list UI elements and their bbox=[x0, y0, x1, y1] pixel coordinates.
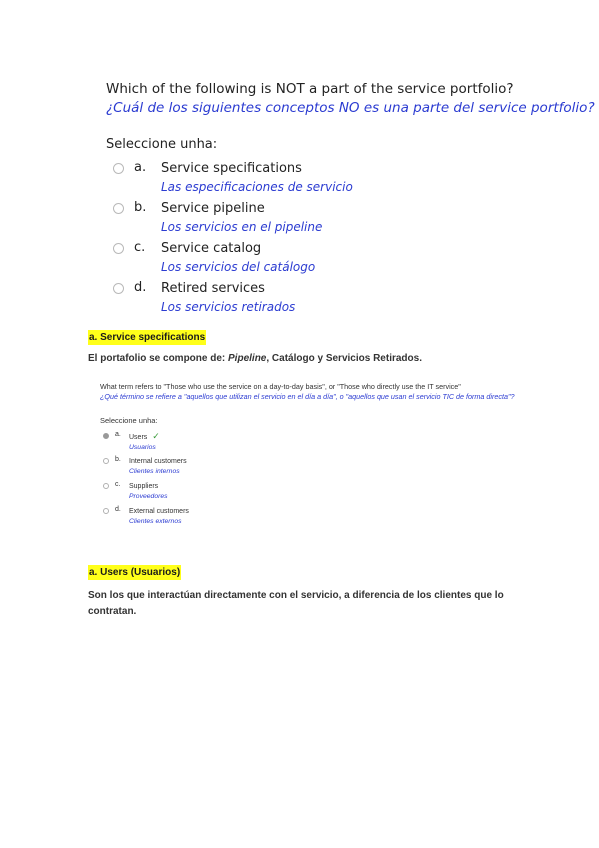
option-text-es: Clientes externos bbox=[129, 518, 182, 525]
option-text-en: Suppliers bbox=[129, 483, 159, 490]
option-b[interactable] bbox=[100, 456, 570, 481]
option-letter: b. bbox=[115, 456, 121, 463]
option-b[interactable] bbox=[106, 200, 576, 240]
option-text-en: Service catalog bbox=[161, 241, 262, 256]
option-letter: d. bbox=[134, 280, 147, 295]
option-text-es: Las especificaciones de servicio bbox=[161, 180, 353, 194]
question-2-text-es: ¿Qué término se refiere a "aquellos que utilizan el servicio en el día a día", o "aquellos que usan el servicio TIC de forma directa"? bbox=[100, 392, 515, 401]
option-text-es: Usuarios bbox=[129, 444, 156, 451]
option-text-es: Los servicios del catálogo bbox=[161, 260, 316, 274]
option-text-en: Internal customers bbox=[129, 458, 187, 465]
option-text-en: Retired services bbox=[161, 281, 265, 296]
option-letter: a. bbox=[115, 431, 121, 438]
radio-button[interactable] bbox=[113, 203, 124, 214]
option-text-es: Clientes internos bbox=[129, 468, 180, 475]
radio-button[interactable] bbox=[103, 458, 109, 464]
question-2-text-en: What term refers to "Those who use the service on a day-to-day basis", or "Those who directly use the IT service" bbox=[100, 382, 461, 391]
answer-1-highlight: a. Service specifications bbox=[89, 332, 206, 343]
question-1-text-en: Which of the following is NOT a part of the service portfolio? bbox=[106, 81, 514, 97]
radio-button[interactable] bbox=[103, 508, 109, 514]
explanation-prefix: El portafolio se compone de: bbox=[88, 353, 229, 364]
explanation-suffix: , Catálogo y Servicios Retirados. bbox=[266, 353, 422, 364]
question-1-options bbox=[106, 160, 576, 320]
option-text-en: Service specifications bbox=[161, 161, 302, 176]
explanation-emphasis: Pipeline bbox=[228, 353, 267, 364]
explanation-line-2: contratan. bbox=[88, 606, 137, 617]
question-2 bbox=[100, 382, 570, 531]
radio-button-selected[interactable] bbox=[103, 433, 109, 439]
question-1 bbox=[106, 80, 595, 320]
option-text-en: External customers bbox=[129, 508, 189, 515]
option-letter: d. bbox=[115, 506, 121, 513]
option-a[interactable] bbox=[100, 431, 570, 456]
question-2-options bbox=[100, 431, 570, 531]
question-2-prompt: Seleccione unha: bbox=[100, 416, 158, 425]
option-letter: c. bbox=[134, 240, 146, 255]
explanation-line-1: Son los que interactúan directamente con el servicio, a diferencia de los clientes que lo bbox=[88, 590, 504, 601]
question-1-prompt: Seleccione unha: bbox=[106, 137, 218, 152]
option-c[interactable] bbox=[100, 481, 570, 506]
option-letter: c. bbox=[115, 481, 121, 488]
option-text-es: Los servicios en el pipeline bbox=[161, 220, 323, 234]
check-icon: ✓ bbox=[152, 431, 160, 441]
option-d[interactable] bbox=[100, 506, 570, 531]
option-label: Users bbox=[129, 434, 148, 441]
radio-button[interactable] bbox=[113, 243, 124, 254]
option-text-es: Los servicios retirados bbox=[161, 300, 296, 314]
option-letter: b. bbox=[134, 200, 147, 215]
answer-1-explanation bbox=[88, 351, 422, 367]
option-c[interactable] bbox=[106, 240, 576, 280]
option-text-en: Service pipeline bbox=[161, 201, 265, 216]
radio-button[interactable] bbox=[113, 163, 124, 174]
radio-button[interactable] bbox=[113, 283, 124, 294]
answer-2-explanation bbox=[88, 588, 504, 620]
option-text-en bbox=[129, 431, 160, 443]
answer-2-highlight: a. Users (Usuarios) bbox=[89, 567, 181, 578]
option-text-es: Proveedores bbox=[129, 493, 168, 500]
option-a[interactable] bbox=[106, 160, 576, 200]
option-d[interactable] bbox=[106, 280, 576, 320]
question-1-text-es: ¿Cuál de los siguientes conceptos NO es una parte del service portfolio? bbox=[106, 100, 595, 116]
option-letter: a. bbox=[134, 160, 147, 175]
radio-button[interactable] bbox=[103, 483, 109, 489]
